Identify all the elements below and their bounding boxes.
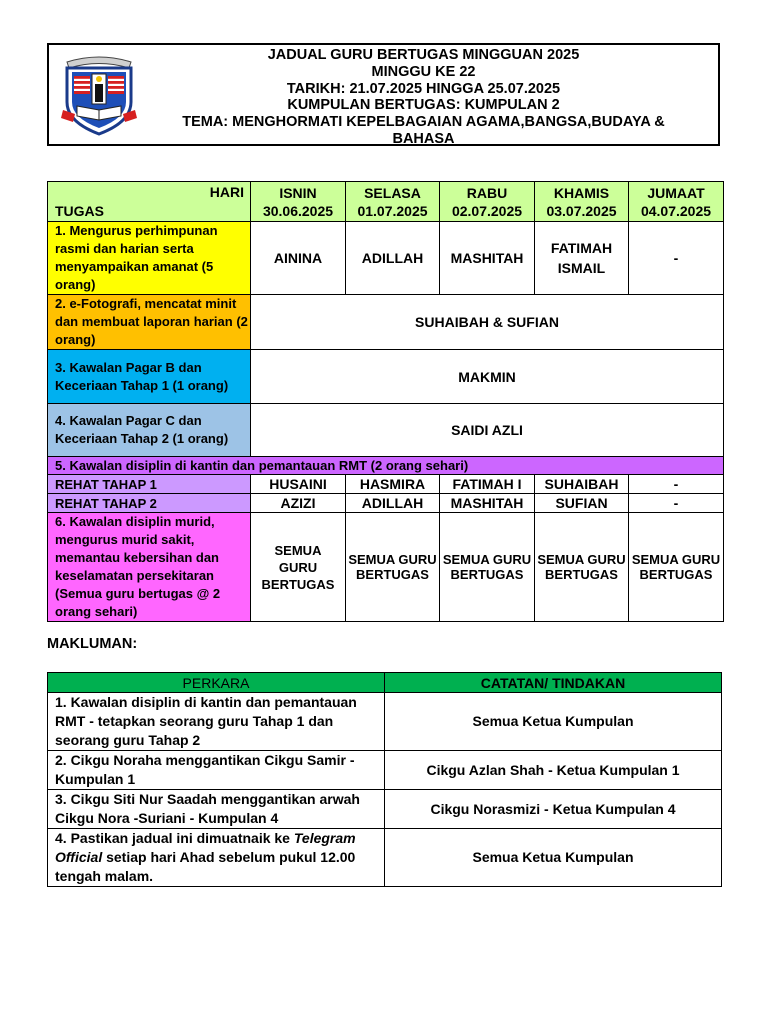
- rehat2-jumaat: -: [629, 494, 724, 513]
- task6-row: [48, 513, 724, 622]
- task1-label: 1. Mengurus perhimpunan rasmi dan harian serta menyampaikan amanat (5 orang): [48, 222, 251, 295]
- corner-day-label: HARI: [209, 183, 244, 200]
- rehat2-label: REHAT TAHAP 2: [48, 494, 251, 513]
- note-action: Semua Ketua Kumpulan: [385, 693, 722, 751]
- day-name: SELASA: [364, 184, 421, 201]
- task1-selasa: ADILLAH: [346, 222, 440, 295]
- schedule-title: [149, 47, 698, 148]
- rehat1-isnin: HUSAINI: [251, 475, 346, 494]
- task2-row: [48, 295, 724, 350]
- day-date: 30.06.2025: [262, 202, 334, 219]
- school-crest-logo: [59, 50, 139, 136]
- day-date: 02.07.2025: [451, 202, 523, 219]
- day-name: KHAMIS: [553, 184, 610, 201]
- group-line: KUMPULAN BERTUGAS: KUMPULAN 2: [287, 97, 560, 114]
- day-header-khamis: [535, 182, 629, 222]
- makluman-heading: MAKLUMAN:: [47, 636, 138, 652]
- task5-row: [48, 457, 724, 475]
- day-header-selasa: [346, 182, 440, 222]
- task3-label: 3. Kawalan Pagar B dan Keceriaan Tahap 1 (1 orang): [48, 350, 251, 404]
- day-name: JUMAAT: [647, 184, 705, 201]
- notes-header-catatan: CATATAN/ TINDAKAN: [385, 673, 722, 693]
- task3-row: [48, 350, 724, 404]
- rehat1-rabu: FATIMAH I: [440, 475, 535, 494]
- task4-row: [48, 404, 724, 457]
- notes-row: [48, 693, 722, 751]
- rehat1-label: REHAT TAHAP 1: [48, 475, 251, 494]
- title-line: JADUAL GURU BERTUGAS MINGGUAN 2025: [267, 47, 580, 63]
- day-header-jumaat: [629, 182, 724, 222]
- task1-jumaat: -: [629, 222, 724, 295]
- telegram-official-text: Telegram Official: [55, 830, 356, 865]
- task5-label: 5. Kawalan disiplin di kantin dan pemantauan RMT (2 orang sehari): [48, 457, 724, 475]
- day-name: RABU: [466, 184, 508, 201]
- task2-assignee: SUHAIBAH & SUFIAN: [251, 295, 724, 350]
- rehat2-isnin: AZIZI: [251, 494, 346, 513]
- note-action: Cikgu Norasmizi - Ketua Kumpulan 4: [385, 790, 722, 829]
- note-action: Cikgu Azlan Shah - Ketua Kumpulan 1: [385, 751, 722, 790]
- task6-rabu: SEMUA GURU BERTUGAS: [440, 513, 535, 622]
- notes-row: [48, 790, 722, 829]
- rehat1-jumaat: -: [629, 475, 724, 494]
- task3-assignee: MAKMIN: [251, 350, 724, 404]
- task6-isnin: SEMUA GURU BERTUGAS: [251, 513, 346, 622]
- day-header-isnin: [251, 182, 346, 222]
- day-date: 04.07.2025: [640, 202, 712, 219]
- week-line: MINGGU KE 22: [371, 63, 476, 80]
- task6-selasa: SEMUA GURU BERTUGAS: [346, 513, 440, 622]
- task2-label: 2. e-Fotografi, mencatat minit dan membuat laporan harian (2 orang): [48, 295, 251, 350]
- header-box: [47, 43, 720, 146]
- task6-label: 6. Kawalan disiplin murid, mengurus murid sakit, memantau kebersihan dan keselamatan persekitaran (Semua guru bertugas @ 2 orang sehari): [48, 513, 251, 622]
- rehat1-selasa: HASMIRA: [346, 475, 440, 494]
- task6-jumaat: SEMUA GURU BERTUGAS: [629, 513, 724, 622]
- note-item: [48, 829, 385, 887]
- note-item: 2. Cikgu Noraha menggantikan Cikgu Samir - Kumpulan 1: [48, 751, 385, 790]
- rehat2-khamis: SUFIAN: [535, 494, 629, 513]
- task1-rabu: MASHITAH: [440, 222, 535, 295]
- date-range-line: TARIKH: 21.07.2025 HINGGA 25.07.2025: [286, 80, 561, 97]
- notes-row: [48, 751, 722, 790]
- rehat2-selasa: ADILLAH: [346, 494, 440, 513]
- task1-row: [48, 222, 724, 295]
- notes-row: [48, 829, 722, 887]
- table-header-row: [48, 182, 724, 222]
- note-item-text: 4. Pastikan jadual ini dimuatnaik ke: [55, 830, 294, 846]
- note-action: Semua Ketua Kumpulan: [385, 829, 722, 887]
- rehat2-rabu: MASHITAH: [440, 494, 535, 513]
- day-date: 03.07.2025: [546, 202, 617, 219]
- rehat2-row: [48, 494, 724, 513]
- rehat1-row: [48, 475, 724, 494]
- note-item: 3. Cikgu Siti Nur Saadah menggantikan arwah Cikgu Nora -Suriani - Kumpulan 4: [48, 790, 385, 829]
- notes-header-row: [48, 673, 722, 693]
- task1-khamis: FATIMAH ISMAIL: [535, 222, 629, 295]
- task6-khamis: SEMUA GURU BERTUGAS: [535, 513, 629, 622]
- task1-isnin: AININA: [251, 222, 346, 295]
- task4-label: 4. Kawalan Pagar C dan Keceriaan Tahap 2 (1 orang): [48, 404, 251, 457]
- theme-line: TEMA: MENGHORMATI KEPELBAGAIAN AGAMA,BANGSA,BUDAYA &: [182, 114, 665, 131]
- corner-cell: [48, 182, 251, 222]
- note-item-text: setiap hari Ahad sebelum pukul 12.00 tengah malam.: [55, 849, 356, 884]
- day-date: 01.07.2025: [357, 202, 428, 219]
- corner-task-label: TUGAS: [55, 202, 104, 219]
- task4-assignee: SAIDI AZLI: [251, 404, 724, 457]
- day-name: ISNIN: [279, 184, 317, 201]
- note-item: 1. Kawalan disiplin di kantin dan pemantauan RMT - tetapkan seorang guru Tahap 1 dan seorang guru Tahap 2: [48, 693, 385, 751]
- rehat1-khamis: SUHAIBAH: [535, 475, 629, 494]
- notes-table: [47, 672, 722, 887]
- day-header-rabu: [440, 182, 535, 222]
- theme-line-cont: BAHASA: [392, 130, 455, 147]
- notes-header-perkara: PERKARA: [48, 673, 385, 693]
- duty-schedule-table: [47, 181, 724, 622]
